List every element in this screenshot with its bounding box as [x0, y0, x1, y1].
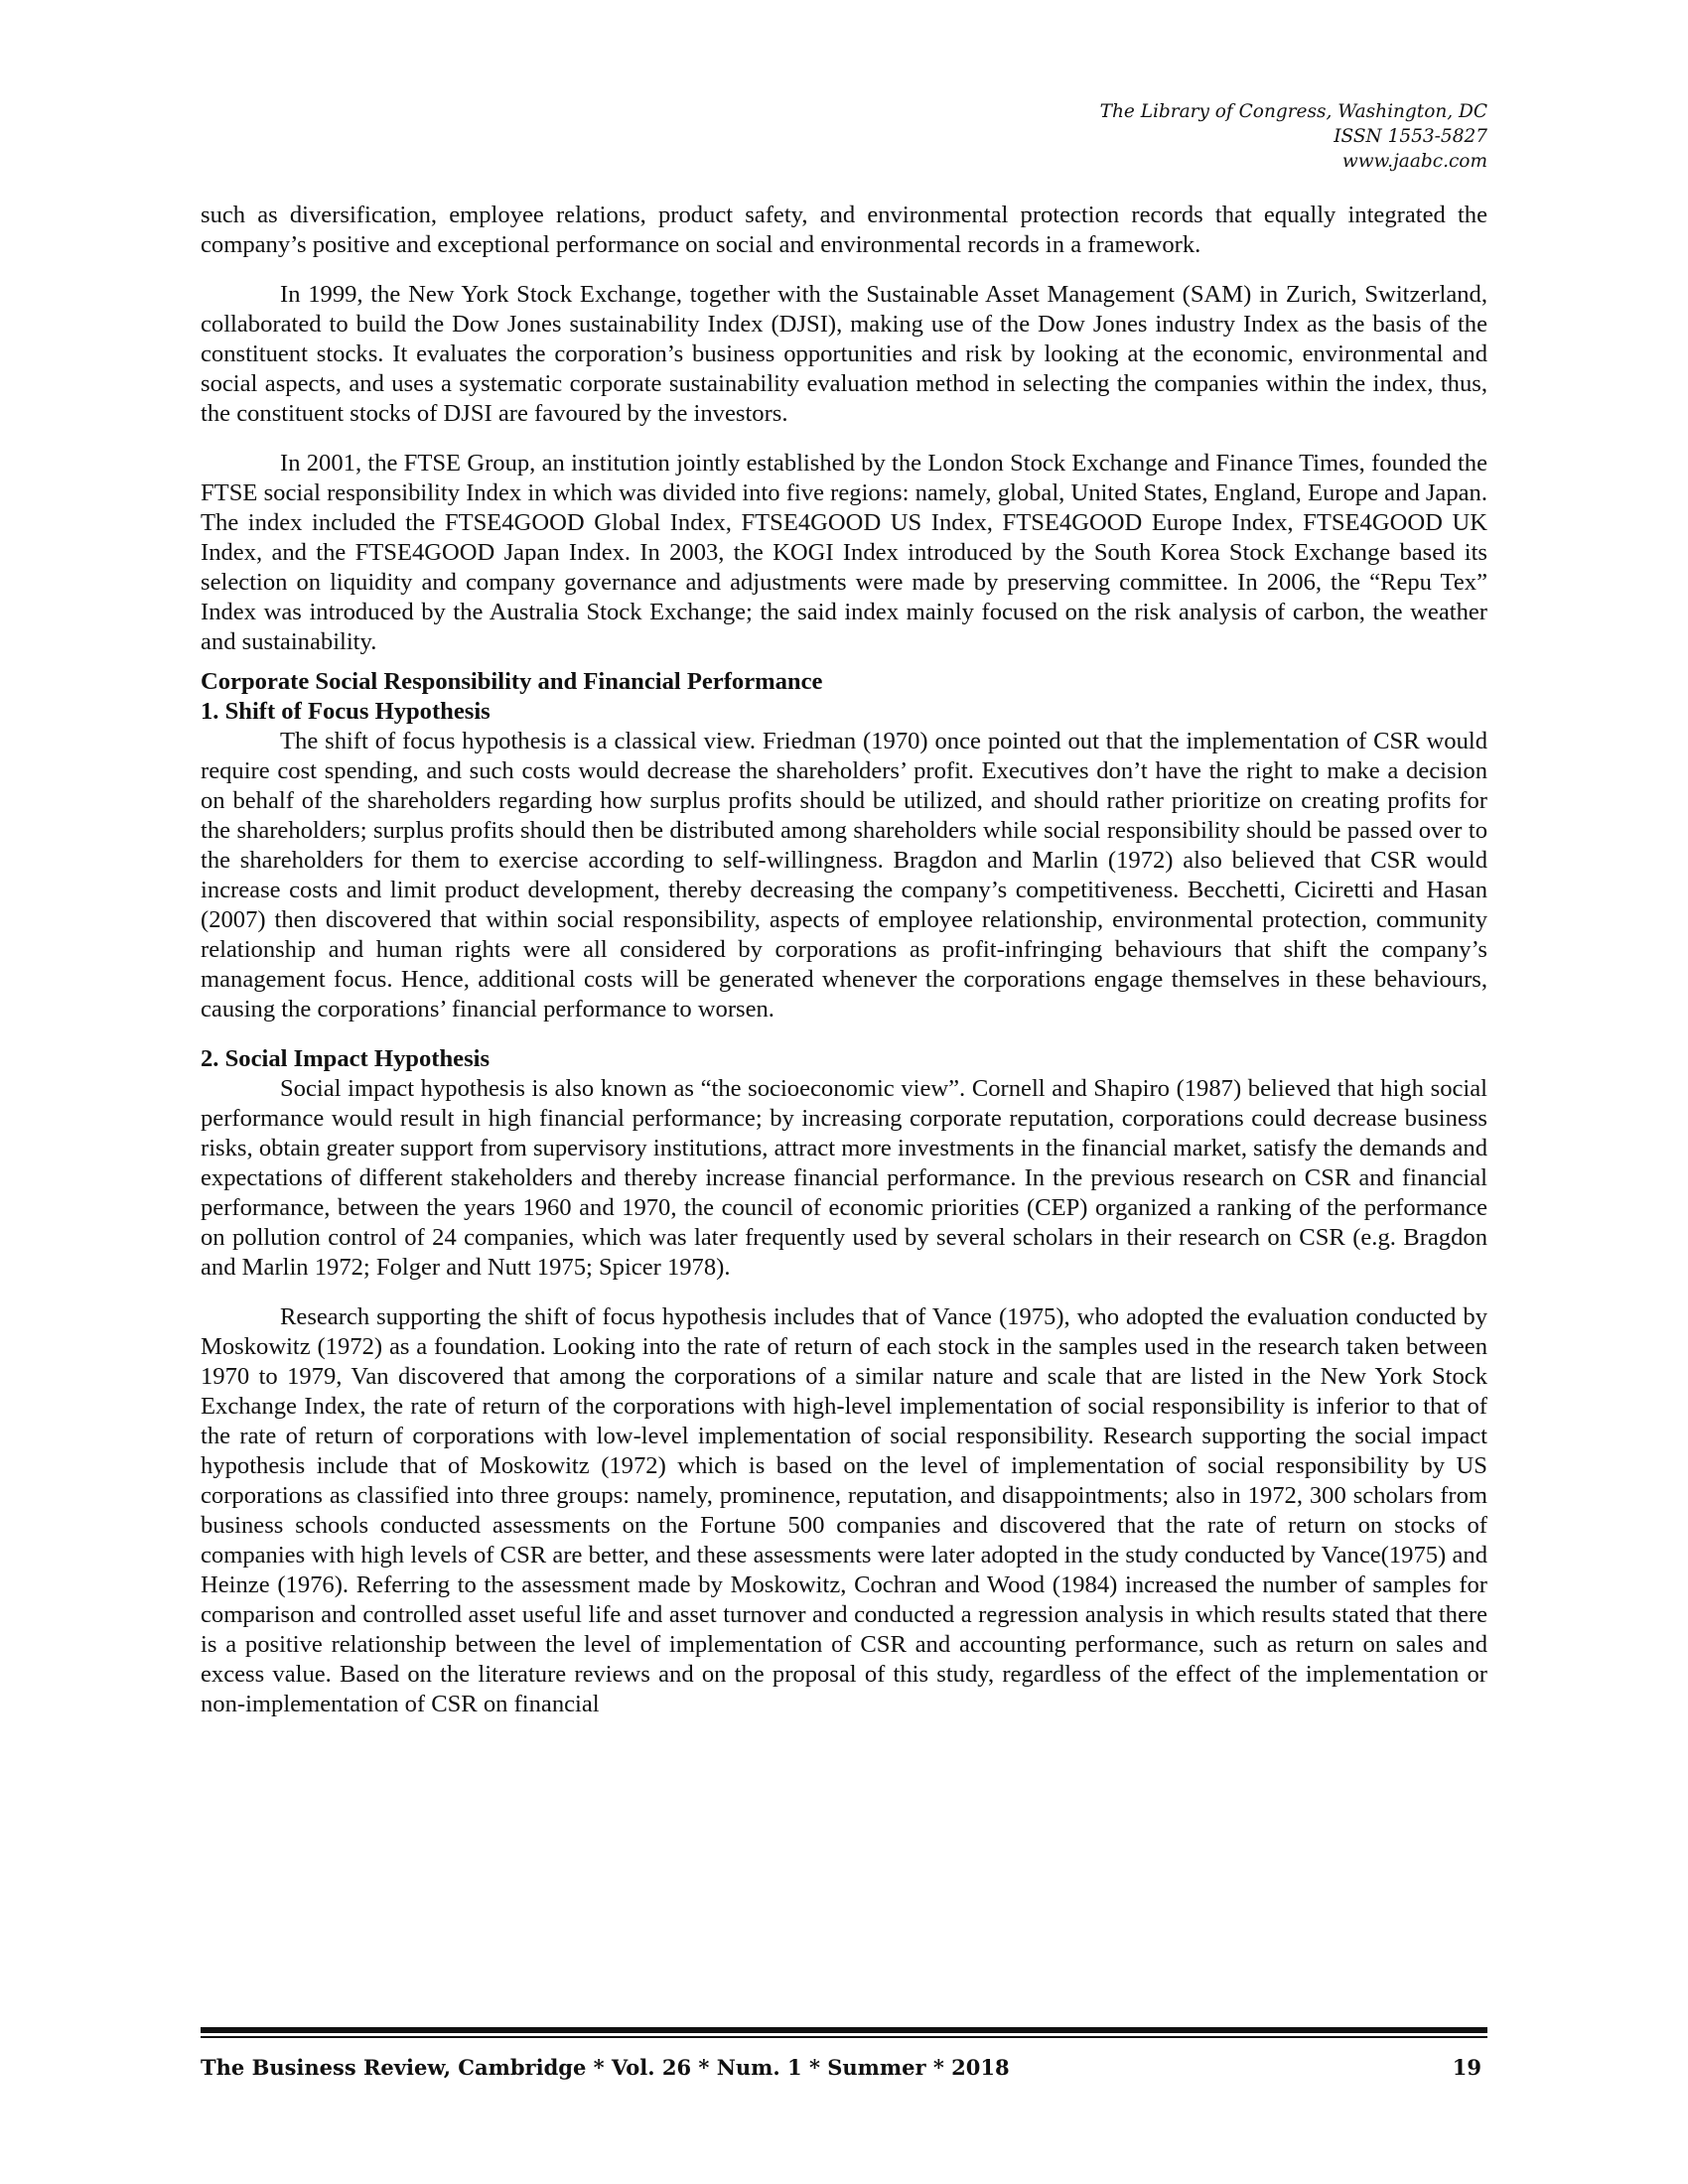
paragraph-research: Research supporting the shift of focus hypothesis includes that of Vance (1975), who adopted the evaluation conducted by Moskowitz (1972) as a foundation. Looking into the rate of return of each stock in the samples used in the research taken between 1970 to 1979, Van discovered that among the corporations of a similar nature and scale that are listed in the New York Stock Exchange Index, the rate of return of the corporations with high-level implementation of social responsibility is inferior to that of the rate of return of corporations with low-level implementation of social responsibility. Research supporting the social impact hypothesis include that of Moskowitz (1972) which is based on the level of implementation of social responsibility by US corporations as classified into three groups: namely, prominence, reputation, and disappointments; also in 1972, 300 scholars from business schools conducted assessments on the Fortune 500 companies and discovered that the rate of return on stocks of companies with high levels of CSR are better, and these assessments were later adopted in the study conducted by Vance(1975) and Heinze (1976). Referring to the assessment made by Moskowitz, Cochran and Wood (1984) increased the number of samples for comparison and controlled asset useful life and asset turnover and conducted a regression analysis in which results stated that there is a positive relationship between the level of implementation of CSR and accounting performance, such as return on sales and excess value. Based on the literature reviews and on the proposal of this study, regardless of the effect of the implementation or non-implementation of CSR on financial [201, 1303, 1487, 1717]
article-body [201, 201, 1487, 1719]
paragraph-gap [201, 1024, 1487, 1044]
subsection-heading-shift-of-focus: 1. Shift of Focus Hypothesis [201, 698, 491, 725]
running-head [1100, 99, 1487, 174]
paragraph-continuation: such as diversification, employee relations, product safety, and environmental protection records that equally integrated the company’s positive and exceptional performance on social and environmental records in a framework. [201, 202, 1487, 258]
paragraph-ftse: In 2001, the FTSE Group, an institution jointly established by the London Stock Exchange and Finance Times, founded the FTSE social responsibility Index in which was divided into five regions: namely, global, United States, England, Europe and Japan. The index included the FTSE4GOOD Global Index, FTSE4GOOD US Index, FTSE4GOOD Europe Index, FTSE4GOOD UK Index, and the FTSE4GOOD Japan Index. In 2003, the KOGI Index introduced by the South Korea Stock Exchange based its selection on liquidity and company governance and adjustments were made by preserving committee. In 2006, the “Repu Tex” Index was introduced by the Australia Stock Exchange; the said index mainly focused on the risk analysis of carbon, the weather and sustainability. [201, 450, 1487, 655]
paragraph-shift-of-focus: The shift of focus hypothesis is a classical view. Friedman (1970) once pointed out that the implementation of CSR would require cost spending, and such costs would decrease the shareholders’ profit. Executives don’t have the right to make a decision on behalf of the shareholders regarding how surplus profits should be utilized, and should rather prioritize on creating profits for the shareholders; surplus profits should then be distributed among shareholders while social responsibility should be passed over to the shareholders for them to exercise according to self-willingness. Bragdon and Marlin (1972) also believed that CSR would increase costs and limit product development, thereby decreasing the company’s competitiveness. Becchetti, Ciciretti and Hasan (2007) then discovered that within social responsibility, aspects of employee relationship, environmental protection, community relationship and human rights were all considered by corporations as profit-infringing behaviours that shift the company’s management focus. Hence, additional costs will be generated whenever the corporations engage themselves in these behaviours, causing the corporations’ financial performance to worsen. [201, 728, 1487, 1023]
paragraph-gap [201, 657, 1487, 667]
paragraph-djsi: In 1999, the New York Stock Exchange, together with the Sustainable Asset Management (SAM) in Zurich, Switzerland, collaborated to build the Dow Jones sustainability Index (DJSI), making use of the Dow Jones industry Index as the basis of the constituent stocks. It evaluates the corporation’s business opportunities and risk by looking at the economic, environmental and social aspects, and uses a systematic corporate sustainability evaluation method in selecting the companies within the index, thus, the constituent stocks of DJSI are favoured by the investors. [201, 281, 1487, 427]
paragraph-social-impact: Social impact hypothesis is also known as “the socioeconomic view”. Cornell and Shapiro (1987) believed that high social performance would result in high financial performance; by increasing corporate reputation, corporations could decrease business risks, obtain greater support from supervisory institutions, attract more investments in the financial market, satisfy the demands and expectations of different stakeholders and thereby increase financial performance. In the previous research on CSR and financial performance, between the years 1960 and 1970, the council of economic priorities (CEP) organized a ranking of the performance on pollution control of 24 companies, which was later frequently used by several scholars in their research on CSR (e.g. Bragdon and Marlin 1972; Folger and Nutt 1975; Spicer 1978). [201, 1075, 1487, 1281]
subsection-heading-social-impact: 2. Social Impact Hypothesis [201, 1045, 491, 1072]
page-number: 19 [1452, 2055, 1481, 2080]
running-head-issn: ISSN 1553-5827 [1334, 126, 1487, 147]
running-head-website: www.jaabc.com [1341, 151, 1487, 172]
footer-rule-thin [201, 2036, 1487, 2038]
footer-journal-citation: The Business Review, Cambridge * Vol. 26 * Num. 1 * Summer * 2018 [201, 2055, 1010, 2080]
section-heading: Corporate Social Responsibility and Financial Performance [201, 668, 823, 695]
paragraph-gap [201, 429, 1487, 449]
paragraph-gap [201, 1283, 1487, 1302]
footer-rule-thick [201, 2027, 1487, 2033]
paragraph-gap [201, 260, 1487, 280]
running-head-library: The Library of Congress, Washington, DC [1099, 101, 1487, 122]
